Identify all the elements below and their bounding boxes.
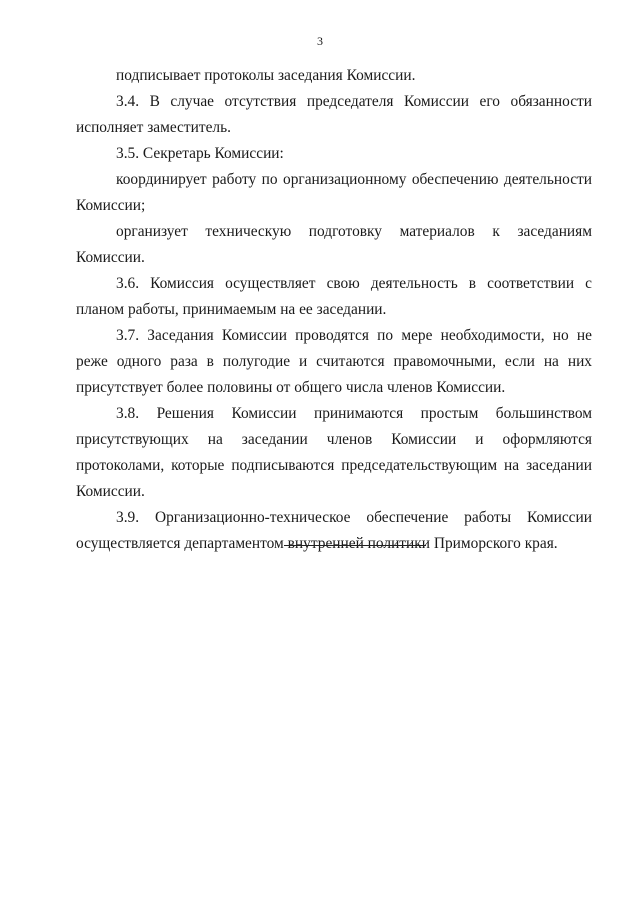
end-of-document-rule bbox=[284, 545, 426, 546]
paragraph-3-6: 3.6. Комиссия осуществляет свою деятельность в соответствии с планом работы, принимаемым на ее заседании. bbox=[76, 275, 592, 318]
paragraph-3-7: 3.7. Заседания Комиссии проводятся по мере необходимости, но не реже одного раза в полугодие и считаются правомочными, если на них присутствует более половины от общего числа членов Комиссии. bbox=[76, 327, 592, 396]
paragraph-3-5-item-2: организует техническую подготовку материалов к заседаниям Комиссии. bbox=[76, 223, 592, 266]
paragraph-3-5-item-1: координирует работу по организационному обеспечению деятельности Комиссии; bbox=[76, 171, 592, 214]
paragraph-3-4: 3.4. В случае отсутствия председателя Комиссии его обязанности исполняет заместитель. bbox=[76, 93, 592, 136]
document-body bbox=[76, 63, 592, 557]
page-number: 3 bbox=[317, 34, 323, 48]
paragraph-3-3-continuation: подписывает протоколы заседания Комиссии. bbox=[116, 67, 416, 84]
paragraph-3-5: 3.5. Секретарь Комиссии: bbox=[116, 145, 284, 162]
paragraph-3-8: 3.8. Решения Комиссии принимаются простым большинством присутствующих на заседании членов Комиссии и оформляются протоколами, которые подписываются председательствующим на заседании Комиссии. bbox=[76, 405, 592, 500]
paragraph-3-9: 3.9. Организационно-техническое обеспечение работы Комиссии осуществляется департаментом внутренней политики Приморского края. bbox=[76, 509, 592, 552]
